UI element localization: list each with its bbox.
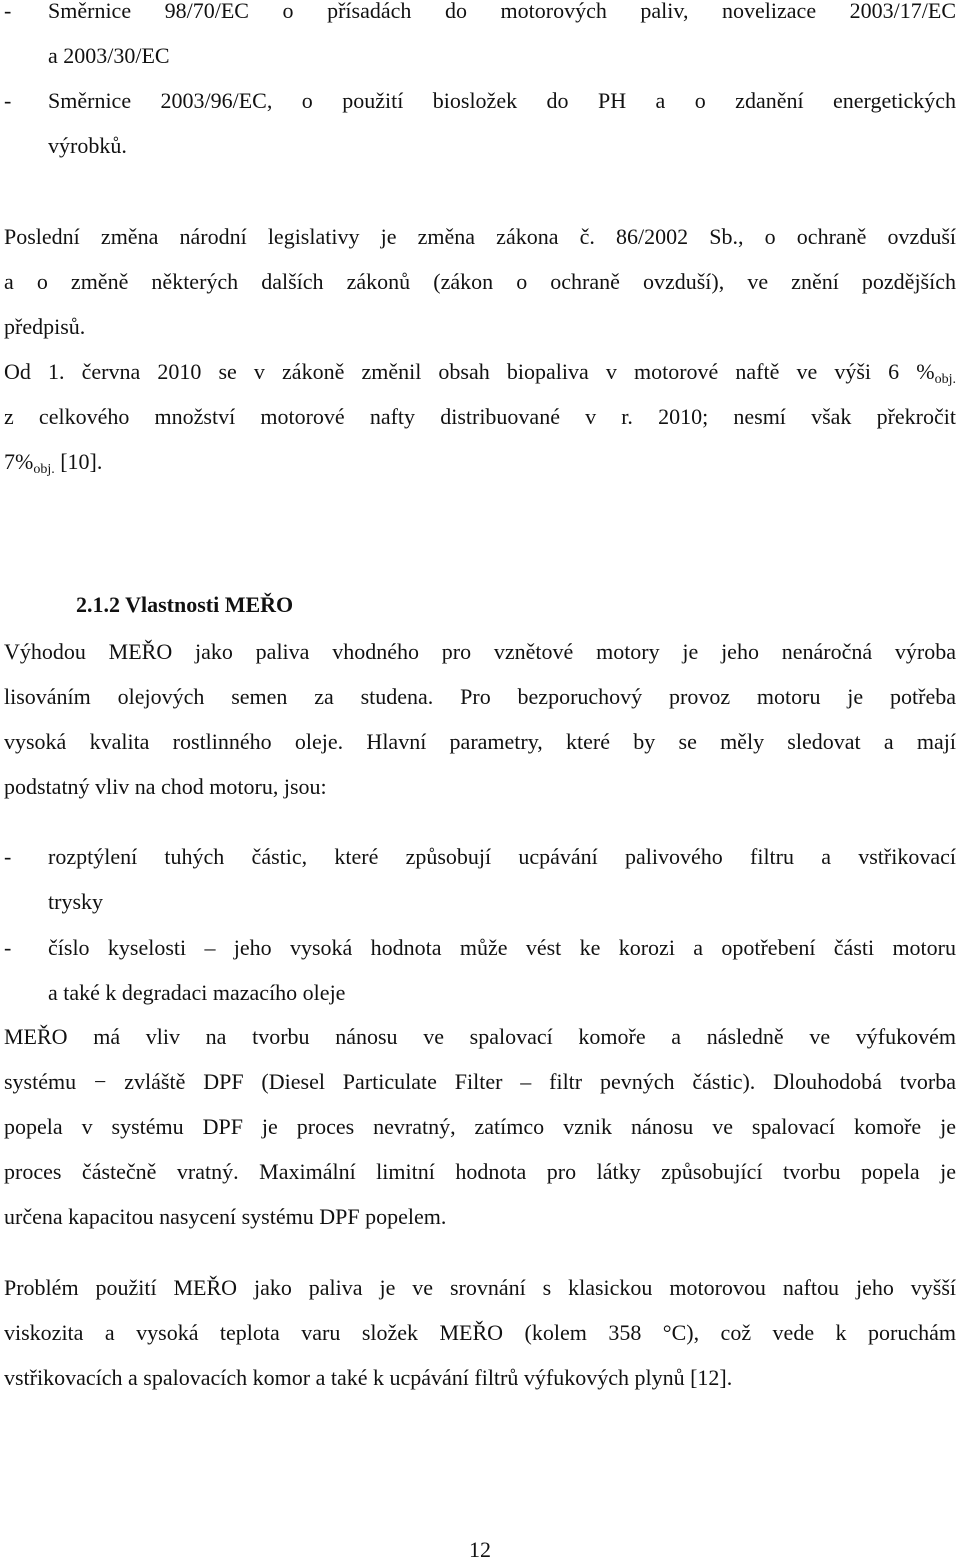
section-heading: 2.1.2 Vlastnosti MEŘO <box>76 592 294 617</box>
paragraph-line <box>4 447 102 477</box>
text-run: Od 1. června 2010 se v zákoně změnil obsah biopaliva v motorové naftě ve výši 6 % <box>4 359 935 384</box>
list-dash: - <box>4 935 12 960</box>
list-dash: - <box>4 844 12 869</box>
paragraph-line: Problém použití MEŘO jako paliva je ve srovnání s klasickou motorovou naftou jeho vyšší <box>4 1275 956 1300</box>
paragraph-line: MEŘO má vliv na tvorbu nánosu ve spalovací komoře a následně ve výfukovém <box>4 1024 956 1049</box>
list-item-line: číslo kyselosti – jeho vysoká hodnota může vést ke korozi a opotřebení části motoru <box>48 935 956 960</box>
paragraph-line: předpisů. <box>4 314 86 339</box>
paragraph-line: Poslední změna národní legislativy je změna zákona č. 86/2002 Sb., o ochraně ovzduší <box>4 224 956 249</box>
paragraph-line: proces částečně vratný. Maximální limitní hodnota pro látky způsobující tvorbu popela je <box>4 1159 956 1184</box>
paragraph-line: vstřikovacích a spalovacích komor a také k ucpávání filtrů výfukových plynů [12]. <box>4 1365 733 1390</box>
text-run: [10]. <box>54 449 103 474</box>
list-item-line: rozptýlení tuhých částic, které způsobují ucpávání palivového filtru a vstřikovací <box>48 844 956 869</box>
paragraph-line: lisováním olejových semen za studena. Pro bezporuchový provoz motoru je potřeba <box>4 684 956 709</box>
paragraph-line: systému − zvláště DPF (Diesel Particulate Filter – filtr pevných částic). Dlouhodobá tvorba <box>4 1069 956 1094</box>
list-item-line: trysky <box>48 889 103 914</box>
paragraph-line: z celkového množství motorové nafty distribuované v r. 2010; nesmí však překročit <box>4 404 956 429</box>
paragraph-line: podstatný vliv na chod motoru, jsou: <box>4 774 327 799</box>
list-item-line: a také k degradaci mazacího oleje <box>48 980 346 1005</box>
paragraph-line: určena kapacitou nasycení systému DPF popelem. <box>4 1204 447 1229</box>
list-item-line: Směrnice 2003/96/EC, o použití biosložek do PH a o zdanění energetických <box>48 88 956 113</box>
list-dash: - <box>4 0 12 23</box>
list-item-line: Směrnice 98/70/EC o přísadách do motorových paliv, novelizace 2003/17/EC <box>48 0 956 23</box>
list-dash: - <box>4 88 12 113</box>
text-run: 7% <box>4 449 34 474</box>
page-number: 12 <box>469 1537 491 1562</box>
subscript: obj. <box>33 462 55 477</box>
paragraph-line: viskozita a vysoká teplota varu složek MEŘO (kolem 358 °C), což vede k poruchám <box>4 1320 956 1345</box>
list-item-line: a 2003/30/EC <box>48 43 170 68</box>
paragraph-line: vysoká kvalita rostlinného oleje. Hlavní parametry, které by se měly sledovat a mají <box>4 729 956 754</box>
subscript: obj. <box>934 372 956 387</box>
paragraph-line: popela v systému DPF je proces nevratný, zatímco vznik nánosu ve spalovací komoře je <box>4 1114 956 1139</box>
paragraph-line: Výhodou MEŘO jako paliva vhodného pro vznětové motory je jeho nenáročná výroba <box>4 639 956 664</box>
list-item-line: výrobků. <box>48 133 127 158</box>
paragraph-line: a o změně některých dalších zákonů (zákon o ochraně ovzduší), ve znění pozdějších <box>4 269 956 294</box>
paragraph-line <box>4 357 956 387</box>
